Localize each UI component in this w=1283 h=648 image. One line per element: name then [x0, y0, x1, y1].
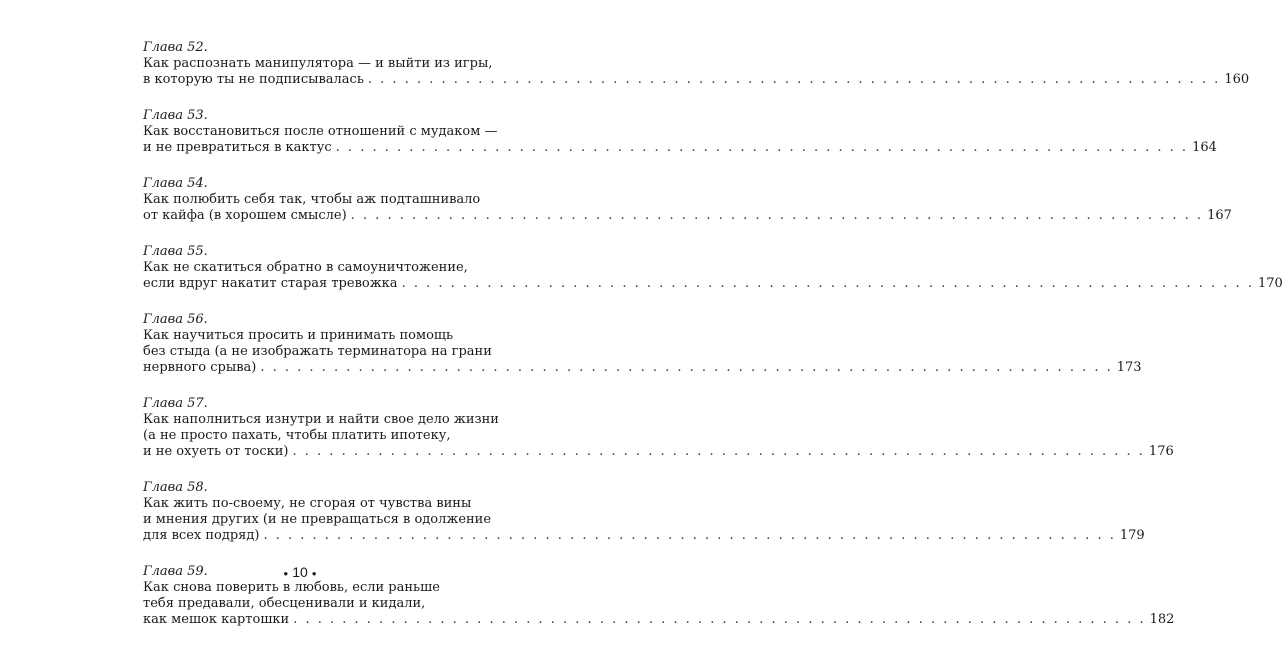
chapter-label: Глава 58.: [143, 480, 208, 495]
entry-title-last-line: [143, 360, 1142, 376]
entry-title-last-line: [143, 612, 1175, 628]
entry-title-line: Как снова поверить в любовь, если раньше: [143, 580, 440, 595]
entry-title-line: в которую ты не подписывалась: [143, 72, 364, 87]
entry-title-last-line: [143, 444, 1174, 460]
entry-title-line: тебя предавали, обесценивали и кидали,: [143, 596, 426, 611]
entry-title-line: от кайфа (в хорошем смысле): [143, 208, 347, 223]
entry-title-line: Как наполниться изнутри и найти свое дело жизни: [143, 412, 499, 427]
chapter-label: Глава 53.: [143, 108, 208, 123]
page-number: 173: [1116, 360, 1142, 375]
entry-title-line: Как восстановиться после отношений с мудаком —: [143, 124, 498, 139]
chapter-label: Глава 56.: [143, 312, 208, 327]
toc-entry-53: [143, 108, 1217, 156]
chapter-label: Глава 55.: [143, 244, 208, 259]
dot-leader: [336, 140, 1188, 156]
toc-entry-57: [143, 396, 1174, 460]
toc-entry-54: [143, 176, 1232, 224]
entry-title-line: Как полюбить себя так, чтобы аж подташнивало: [143, 192, 481, 207]
entry-title-line: и мнения других (и не превращаться в одолжение: [143, 512, 492, 527]
page-number: 164: [1192, 140, 1217, 155]
toc-entry-56: [143, 312, 1142, 376]
bullet-icon: ●: [311, 568, 317, 578]
dot-leader: [351, 208, 1203, 224]
entry-title-line: Как распознать манипулятора — и выйти из игры,: [143, 56, 493, 71]
page-number: 179: [1119, 528, 1145, 543]
entry-title-line: и не превратиться в кактус: [143, 140, 332, 155]
entry-title-line: для всех подряд): [143, 528, 260, 543]
folio-page-number: 10: [292, 564, 308, 580]
page-number: 176: [1148, 444, 1174, 459]
entry-title-last-line: [143, 72, 1250, 88]
page-number: 167: [1207, 208, 1232, 223]
entry-title-last-line: [143, 140, 1217, 156]
entry-title-line: Как научиться просить и принимать помощь: [143, 328, 454, 343]
dot-leader: [263, 528, 1115, 544]
toc-entry-55: [143, 244, 1283, 292]
chapter-label: Глава 57.: [143, 396, 208, 411]
dot-leader: [293, 444, 1145, 460]
entry-title-line: Как не скатиться обратно в самоуничтожение,: [143, 260, 468, 275]
entry-title-line: как мешок картошки: [143, 612, 290, 627]
dot-leader: [260, 360, 1112, 376]
chapter-label: Глава 54.: [143, 176, 208, 191]
chapter-label: Глава 52.: [143, 40, 208, 55]
page-number: 170: [1257, 276, 1283, 291]
entry-title-line: без стыда (а не изображать терминатора на грани: [143, 344, 492, 359]
page-number: 182: [1149, 612, 1175, 627]
toc-entry-58: [143, 480, 1145, 544]
table-of-contents: [143, 40, 1283, 648]
entry-title-last-line: [143, 276, 1283, 292]
dot-leader: [402, 276, 1254, 292]
page-folio: [0, 564, 600, 580]
dot-leader: [368, 72, 1220, 88]
chapter-label: Глава 59.: [143, 564, 208, 579]
entry-title-line: нервного срыва): [143, 360, 257, 375]
entry-title-line: (а не просто пахать, чтобы платить ипотеку,: [143, 428, 451, 443]
entry-title-line: если вдруг накатит старая тревожка: [143, 276, 398, 291]
entry-title-line: Как жить по-своему, не сгорая от чувства вины: [143, 496, 472, 511]
entry-title-last-line: [143, 528, 1145, 544]
entry-title-last-line: [143, 208, 1232, 224]
bullet-icon: ●: [283, 568, 289, 578]
dot-leader: [293, 612, 1145, 628]
toc-entry-52: [143, 40, 1250, 88]
entry-title-line: и не охуеть от тоски): [143, 444, 289, 459]
page-number: 160: [1224, 72, 1250, 87]
